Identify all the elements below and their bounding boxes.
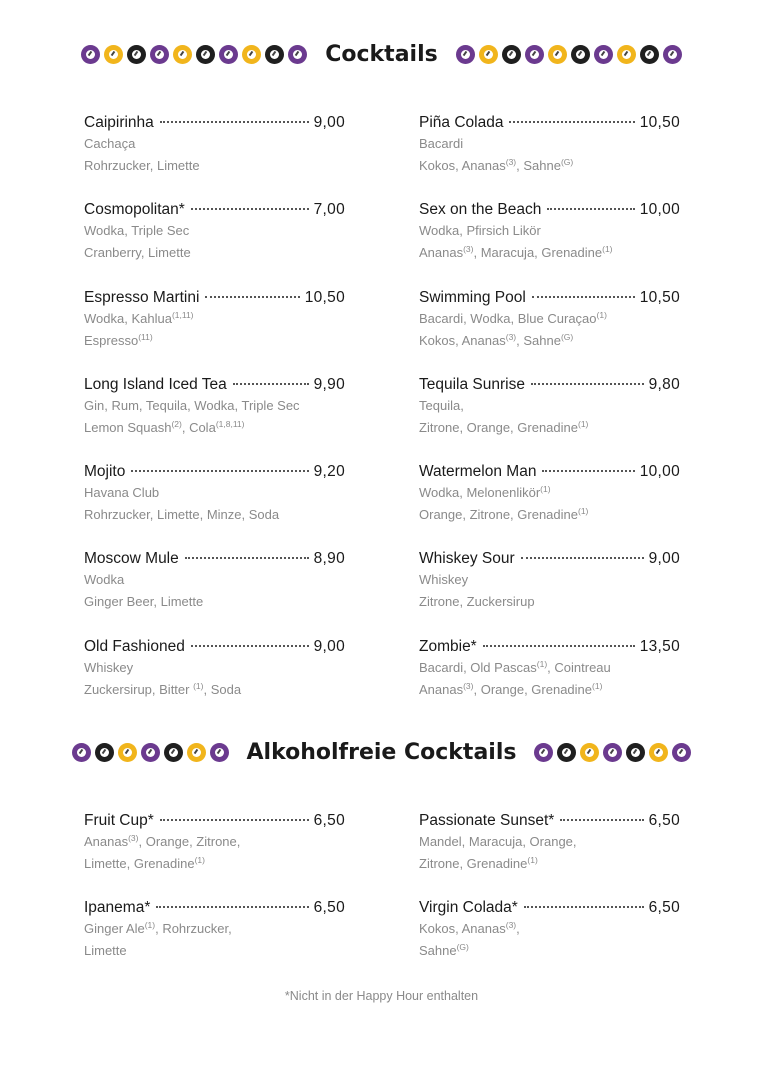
ingredient-text: Rohrzucker, Limette [84, 158, 200, 173]
menu-item-title-line [419, 549, 680, 569]
dotted-leader [191, 645, 309, 647]
allergen-footnote-mark: (3) [128, 833, 139, 843]
allergen-footnote-mark: (11) [138, 331, 153, 342]
billiard-ball-icon [265, 45, 284, 64]
billiard-ball-icon [479, 45, 498, 64]
menu-item-name: Watermelon Man [419, 463, 537, 481]
ingredient-text: Cachaça [84, 136, 136, 151]
dotted-leader [542, 470, 634, 472]
menu-item-price: 6,50 [313, 812, 345, 829]
billiard-ball-icon [617, 45, 636, 64]
billiard-ball-icon [219, 45, 238, 64]
ingredient-text: Espresso [84, 332, 139, 348]
dotted-leader [547, 208, 634, 210]
section-title-alkoholfreie: Alkoholfreie Cocktails [246, 740, 517, 765]
ingredient-text: , Sahne [516, 158, 561, 173]
menu-item-ingredients [84, 330, 345, 352]
menu-item-ingredients [84, 657, 345, 679]
billiard-ball-icon [571, 45, 590, 64]
menu-item-ingredients [419, 569, 680, 591]
menu-item-name: Caipirinha [84, 114, 154, 131]
menu-item-title-line [84, 637, 345, 657]
menu-item-title-line [419, 637, 680, 657]
menu-item-ingredients [84, 220, 345, 242]
billiard-ball-icon [548, 45, 567, 64]
ingredient-text: Wodka, Pfirsich Likör [419, 223, 541, 239]
allergen-footnote-mark: (1,11) [171, 309, 194, 320]
ingredient-text: Wodka, Kahlua [84, 310, 172, 326]
ingredient-text: , Cointreau [547, 659, 611, 675]
menu-item-ingredients [84, 679, 345, 701]
allergen-footnote-mark: (G) [560, 157, 574, 167]
menu-item-ingredients [84, 504, 345, 526]
ingredient-text: , Maracuja, Grenadine [473, 245, 603, 261]
menu-item-name: Old Fashioned [84, 637, 185, 655]
menu-item-name: Cosmopolitan* [84, 201, 185, 219]
alkoholfreie-menu-grid [84, 811, 680, 986]
billiard-ball-icon [95, 743, 114, 762]
ingredient-text: Kokos, Ananas [419, 332, 506, 348]
billiard-ball-icon [187, 743, 206, 762]
menu-item-price: 6,50 [648, 812, 680, 829]
menu-item-title-line [84, 200, 345, 220]
menu-item-price: 9,00 [313, 114, 345, 131]
ingredient-text: Kokos, Ananas [419, 158, 506, 173]
ingredient-text: Limette [84, 943, 127, 959]
billiard-ball-icon [173, 45, 192, 64]
menu-item-price: 10,50 [304, 288, 345, 306]
menu-item-title-line [84, 549, 345, 569]
menu-item-price: 10,50 [639, 288, 680, 306]
ingredient-text: Bacardi, Wodka, Blue Curaçao [419, 310, 597, 326]
ingredient-text: Wodka [84, 572, 125, 588]
menu-item-ingredients [419, 308, 680, 330]
menu-item-name: Swimming Pool [419, 288, 526, 306]
allergen-footnote-mark: (1) [193, 680, 204, 691]
menu-item [419, 811, 680, 898]
menu-item-ingredients [84, 155, 345, 177]
menu-item-title-line [419, 811, 680, 831]
ingredient-text: Orange, Zitrone, Grenadine [419, 507, 578, 523]
ingredient-text: Havana Club [84, 485, 160, 501]
allergen-footnote-mark: (3) [505, 920, 517, 931]
allergen-footnote-mark: (1) [540, 484, 551, 495]
ingredient-text: Ginger Beer, Limette [84, 594, 204, 610]
menu-item [84, 200, 345, 287]
menu-item-price: 10,50 [639, 114, 680, 131]
allergen-footnote-mark: (1) [602, 244, 613, 255]
alkoholfreie-header [0, 740, 763, 765]
menu-item-price: 6,50 [313, 899, 345, 917]
menu-item [419, 375, 680, 462]
dotted-leader [483, 645, 635, 647]
menu-item-ingredients [84, 308, 345, 330]
menu-item-ingredients [419, 504, 680, 526]
ingredient-text: , Orange, Zitrone, [138, 834, 241, 849]
ingredient-text: Ginger Ale [84, 921, 145, 937]
menu-item-name: Zombie* [419, 637, 477, 655]
menu-item-ingredients [419, 242, 680, 264]
menu-item-name: Ipanema* [84, 899, 151, 917]
billiard-ball-icon [672, 743, 691, 762]
billiard-ball-icon [626, 743, 645, 762]
billiard-ball-icon [242, 45, 261, 64]
billiard-ball-icon [118, 743, 137, 762]
menu-item-price: 9,20 [313, 463, 345, 481]
billiard-ball-icon [72, 743, 91, 762]
menu-item-ingredients [84, 569, 345, 591]
menu-item-ingredients [84, 940, 345, 962]
menu-item-name: Whiskey Sour [419, 550, 515, 568]
menu-item-ingredients [84, 853, 345, 875]
menu-item-ingredients [419, 831, 680, 853]
allergen-footnote-mark: (3) [505, 157, 517, 167]
allergen-footnote-mark: (3) [463, 244, 474, 255]
billiard-ball-icon [557, 743, 576, 762]
menu-item-name: Espresso Martini [84, 288, 200, 306]
billiard-ball-icon [210, 743, 229, 762]
dotted-leader [560, 819, 643, 821]
dotted-leader [160, 819, 309, 821]
billiard-ball-icon [594, 45, 613, 64]
billiard-ball-icon [502, 45, 521, 64]
billiard-ball-icon [196, 45, 215, 64]
menu-item [84, 375, 345, 462]
menu-item-price: 9,00 [648, 550, 680, 568]
menu-item-price: 7,00 [313, 201, 345, 219]
menu-item-ingredients [84, 831, 345, 853]
menu-item [84, 549, 345, 636]
menu-item [419, 637, 680, 724]
menu-item-price: 10,00 [639, 201, 680, 219]
menu-item-ingredients [419, 591, 680, 613]
menu-item-title-line [419, 113, 680, 133]
menu-item-price: 6,50 [648, 899, 680, 917]
allergen-footnote-mark: (G) [456, 942, 469, 953]
ingredient-text: Bacardi, Old Pascas [419, 659, 537, 675]
menu-item-title-line [419, 898, 680, 918]
billiard-ball-icon [164, 743, 183, 762]
menu-item-name: Long Island Iced Tea [84, 375, 227, 393]
menu-item-ingredients [84, 918, 345, 940]
menu-item-title-line [84, 898, 345, 918]
allergen-footnote-mark: (G) [560, 331, 574, 342]
billiard-ball-icon [456, 45, 475, 64]
menu-item [84, 811, 345, 898]
ingredient-text: Rohrzucker, Limette, Minze, Soda [84, 507, 280, 523]
menu-item-price: 9,00 [313, 637, 345, 655]
menu-item-ingredients [419, 220, 680, 242]
allergen-footnote-mark: (2) [171, 418, 182, 429]
allergen-footnote-mark: (1) [577, 506, 589, 517]
ingredient-text: , Rohrzucker, [155, 921, 232, 937]
ingredient-text: Ananas [419, 245, 464, 261]
dotted-leader [521, 557, 644, 559]
allergen-footnote-mark: (1,8,11) [215, 418, 245, 429]
billiard-ball-icon [104, 45, 123, 64]
menu-item-name: Sex on the Beach [419, 201, 542, 219]
ingredient-text: Gin, Rum, Tequila, Wodka, Triple Sec [84, 397, 300, 413]
ingredient-text: Zuckersirup, Bitter [84, 681, 194, 697]
dotted-leader [160, 121, 309, 123]
decorative-dots-left [72, 743, 229, 762]
menu-item-price: 10,00 [639, 463, 680, 481]
menu-item-ingredients [419, 155, 680, 177]
menu-item [419, 200, 680, 287]
menu-item-ingredients [419, 918, 680, 940]
decorative-dots-right [456, 45, 682, 64]
happy-hour-footnote: *Nicht in der Happy Hour enthalten [284, 989, 479, 1003]
ingredient-text: Zitrone, Zuckersirup [419, 594, 535, 610]
menu-item-price: 9,90 [313, 375, 345, 393]
menu-item-price: 9,80 [648, 375, 680, 393]
billiard-ball-icon [81, 45, 100, 64]
menu-item-ingredients [419, 853, 680, 875]
menu-item-ingredients [84, 133, 345, 155]
menu-item-title-line [84, 375, 345, 395]
menu-item-ingredients [419, 657, 680, 679]
ingredient-text: Mandel, Maracuja, Orange, [419, 834, 577, 849]
menu-item-title-line [419, 462, 680, 482]
ingredient-text: Sahne [419, 943, 457, 959]
dotted-leader [532, 296, 635, 298]
ingredient-text: Kokos, Ananas [419, 921, 506, 937]
allergen-footnote-mark: (1) [596, 309, 607, 320]
menu-item-name: Tequila Sunrise [419, 375, 525, 393]
dotted-leader [131, 470, 308, 472]
ingredient-text: Ananas [419, 681, 464, 697]
allergen-footnote-mark: (1) [527, 855, 538, 865]
billiard-ball-icon [127, 45, 146, 64]
menu-item-title-line [84, 288, 345, 308]
billiard-ball-icon [534, 743, 553, 762]
menu-item-title-line [84, 811, 345, 831]
allergen-footnote-mark: (3) [463, 680, 474, 691]
ingredient-text: Whiskey [419, 572, 469, 588]
menu-item-price: 8,90 [313, 550, 345, 568]
ingredient-text: , Soda [203, 681, 242, 697]
billiard-ball-icon [663, 45, 682, 64]
menu-item-ingredients [419, 395, 680, 417]
cocktails-header [0, 42, 763, 67]
ingredient-text: Cranberry, Limette [84, 245, 191, 261]
billiard-ball-icon [150, 45, 169, 64]
dotted-leader [191, 208, 309, 210]
menu-item [419, 462, 680, 549]
menu-item-title-line [84, 113, 345, 133]
ingredient-text: Bacardi [419, 136, 464, 151]
menu-item-ingredients [419, 417, 680, 439]
ingredient-text: Wodka, Triple Sec [84, 223, 190, 239]
menu-item [84, 288, 345, 375]
menu-item [419, 549, 680, 636]
billiard-ball-icon [640, 45, 659, 64]
menu-item-ingredients [84, 242, 345, 264]
menu-item [84, 898, 345, 985]
menu-item [419, 113, 680, 200]
dotted-leader [233, 383, 309, 385]
menu-item-name: Fruit Cup* [84, 812, 154, 829]
dotted-leader [524, 906, 644, 908]
menu-item-name: Piña Colada [419, 114, 504, 131]
menu-item-title-line [419, 375, 680, 395]
menu-item-ingredients [419, 679, 680, 701]
allergen-footnote-mark: (1) [592, 680, 603, 691]
decorative-dots-left [81, 45, 307, 64]
menu-item-ingredients [84, 591, 345, 613]
ingredient-text: Ananas [84, 834, 129, 849]
menu-item-ingredients [84, 482, 345, 504]
menu-item-name: Passionate Sunset* [419, 812, 555, 829]
ingredient-text: , Sahne [516, 332, 561, 348]
allergen-footnote-mark: (3) [505, 331, 517, 342]
billiard-ball-icon [141, 743, 160, 762]
decorative-dots-right [534, 743, 691, 762]
ingredient-text: , Orange, Grenadine [473, 681, 593, 697]
dotted-leader [205, 296, 299, 298]
cocktails-menu-grid [84, 113, 680, 724]
menu-item [84, 637, 345, 724]
menu-item [84, 113, 345, 200]
ingredient-text: , [516, 921, 520, 937]
menu-item-ingredients [84, 417, 345, 439]
menu-item-ingredients [419, 940, 680, 962]
allergen-footnote-mark: (1) [577, 418, 589, 429]
allergen-footnote-mark: (1) [144, 920, 156, 931]
menu-item-ingredients [84, 395, 345, 417]
allergen-footnote-mark: (1) [536, 658, 548, 669]
menu-item-name: Moscow Mule [84, 550, 179, 568]
billiard-ball-icon [603, 743, 622, 762]
allergen-footnote-mark: (1) [194, 855, 205, 865]
menu-item-name: Mojito [84, 463, 126, 481]
ingredient-text: Lemon Squash [84, 419, 172, 435]
billiard-ball-icon [649, 743, 668, 762]
ingredient-text: Wodka, Melonenlikör [419, 485, 541, 501]
menu-item-name: Virgin Colada* [419, 899, 518, 917]
dotted-leader [531, 383, 644, 385]
section-title-cocktails: Cocktails [325, 42, 438, 67]
menu-item [419, 288, 680, 375]
menu-item [419, 898, 680, 985]
ingredient-text: , Cola [181, 419, 216, 435]
menu-item-price: 13,50 [639, 637, 680, 655]
dotted-leader [509, 121, 634, 123]
ingredient-text: Limette, Grenadine [84, 856, 195, 871]
ingredient-text: Tequila, [419, 397, 464, 413]
menu-item-ingredients [419, 482, 680, 504]
billiard-ball-icon [525, 45, 544, 64]
menu-item-ingredients [419, 330, 680, 352]
menu-item-title-line [419, 288, 680, 308]
billiard-ball-icon [288, 45, 307, 64]
dotted-leader [185, 557, 309, 559]
menu-item-ingredients [419, 133, 680, 155]
ingredient-text: Zitrone, Grenadine [419, 856, 528, 871]
billiard-ball-icon [580, 743, 599, 762]
dotted-leader [156, 906, 308, 908]
ingredient-text: Whiskey [84, 659, 134, 675]
ingredient-text: Zitrone, Orange, Grenadine [419, 419, 578, 435]
menu-item-title-line [84, 462, 345, 482]
menu-item-title-line [419, 200, 680, 220]
menu-item [84, 462, 345, 549]
